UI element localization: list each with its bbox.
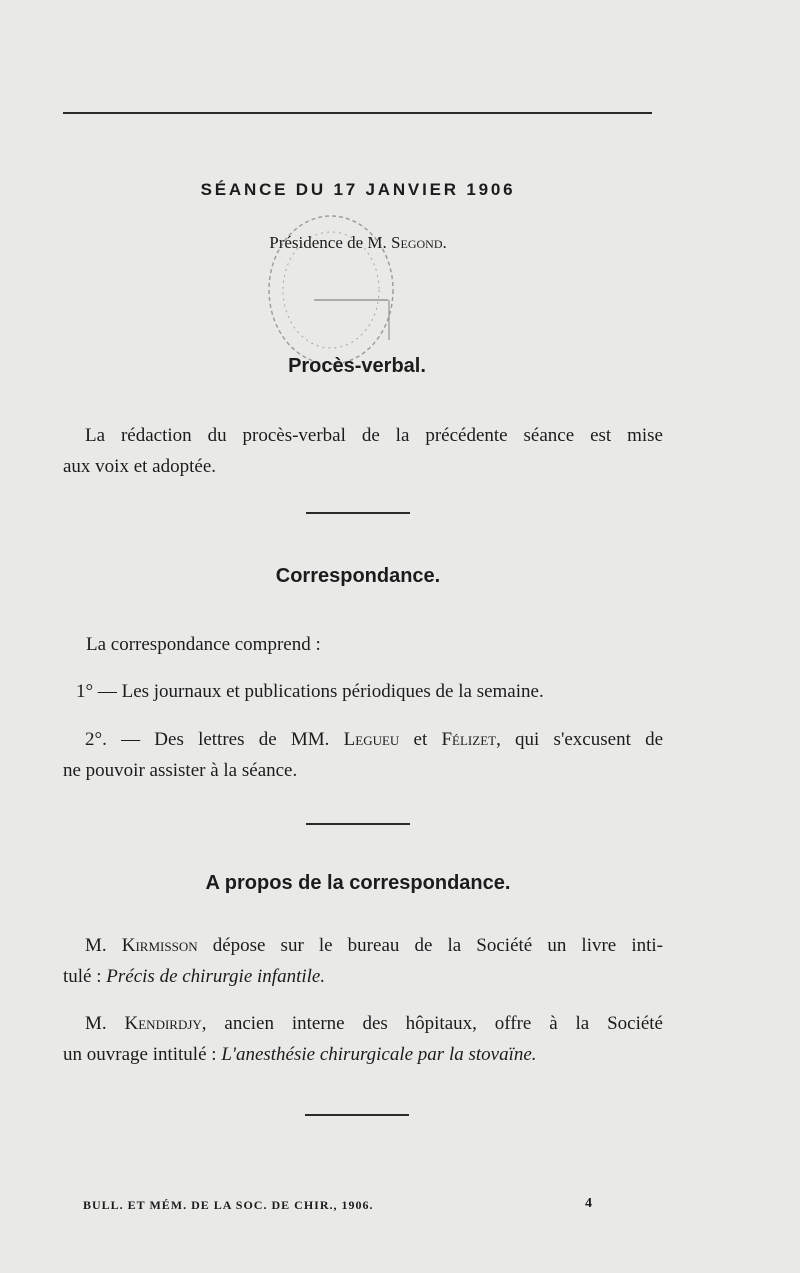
a-propos-p1-line-2	[63, 961, 663, 992]
a-propos-paragraph-2	[63, 1008, 663, 1070]
correspondance-item-2-line-2: ne pouvoir assister à la séance.	[63, 760, 298, 781]
p2-prefix: M.	[85, 1013, 125, 1034]
item2-part1: 2°. — Des lettres de MM.	[85, 729, 344, 750]
correspondance-item-2	[63, 724, 663, 786]
president-name: Segond	[391, 233, 443, 252]
seance-title: SÉANCE DU 17 JANVIER 1906	[200, 180, 516, 199]
correspondance-item-2-line-1	[63, 724, 663, 755]
proces-verbal-line-1: La rédaction du procès-verbal de la précédente séance est mise	[85, 425, 663, 446]
a-propos-paragraph-1	[63, 930, 663, 992]
library-stamp-icon	[256, 205, 406, 375]
a-propos-p1-line-1	[63, 930, 663, 961]
proces-verbal-paragraph	[63, 420, 663, 482]
p2-name-kendirdjy: Kendirdjy	[124, 1013, 202, 1034]
separator-rule	[306, 823, 410, 825]
footer-journal: BULL. ET MÉM. DE LA SOC. DE CHIR., 1906.	[83, 1198, 374, 1212]
separator-rule	[306, 512, 410, 514]
p1-line1-rest: dépose sur le bureau de la Société un livre inti-	[197, 935, 663, 956]
item2-name-felizet: Félizet	[441, 729, 497, 750]
footer-page-number: 4	[585, 1196, 592, 1211]
item2-part3: , qui s'excusent de	[496, 729, 663, 750]
section-title-proces-verbal: Procès-verbal.	[288, 355, 426, 377]
a-propos-p2-line-1	[63, 1008, 663, 1039]
section-title-a-propos: A propos de la correspondance.	[205, 872, 511, 894]
p1-line2-prefix: tulé :	[63, 966, 107, 987]
a-propos-p2-line-2	[63, 1039, 663, 1070]
p2-book-title: L'anesthésie chirurgicale par la stovaïne.	[221, 1044, 537, 1065]
section-title-correspondance: Correspondance.	[275, 565, 441, 587]
p2-line2-prefix: un ouvrage intitulé :	[63, 1044, 222, 1065]
item2-name-legueu: Legueu	[343, 729, 400, 750]
proces-verbal-line-2: aux voix et adoptée.	[63, 456, 217, 477]
p2-line1-rest: , ancien interne des hôpitaux, offre à la Société	[201, 1013, 663, 1034]
presidence-suffix: .	[442, 233, 447, 252]
p1-prefix: M.	[85, 935, 122, 956]
separator-rule	[305, 1114, 409, 1116]
correspondance-intro: La correspondance comprend :	[86, 634, 321, 655]
correspondance-item-1: 1° — Les journaux et publications périodiques de la semaine.	[76, 681, 544, 702]
top-rule	[63, 112, 652, 114]
item2-part2: et	[399, 729, 442, 750]
presidence-prefix: Présidence de M.	[269, 233, 392, 252]
p1-name-kirmisson: Kirmisson	[121, 935, 198, 956]
p1-book-title: Précis de chirurgie infantile.	[106, 966, 326, 987]
